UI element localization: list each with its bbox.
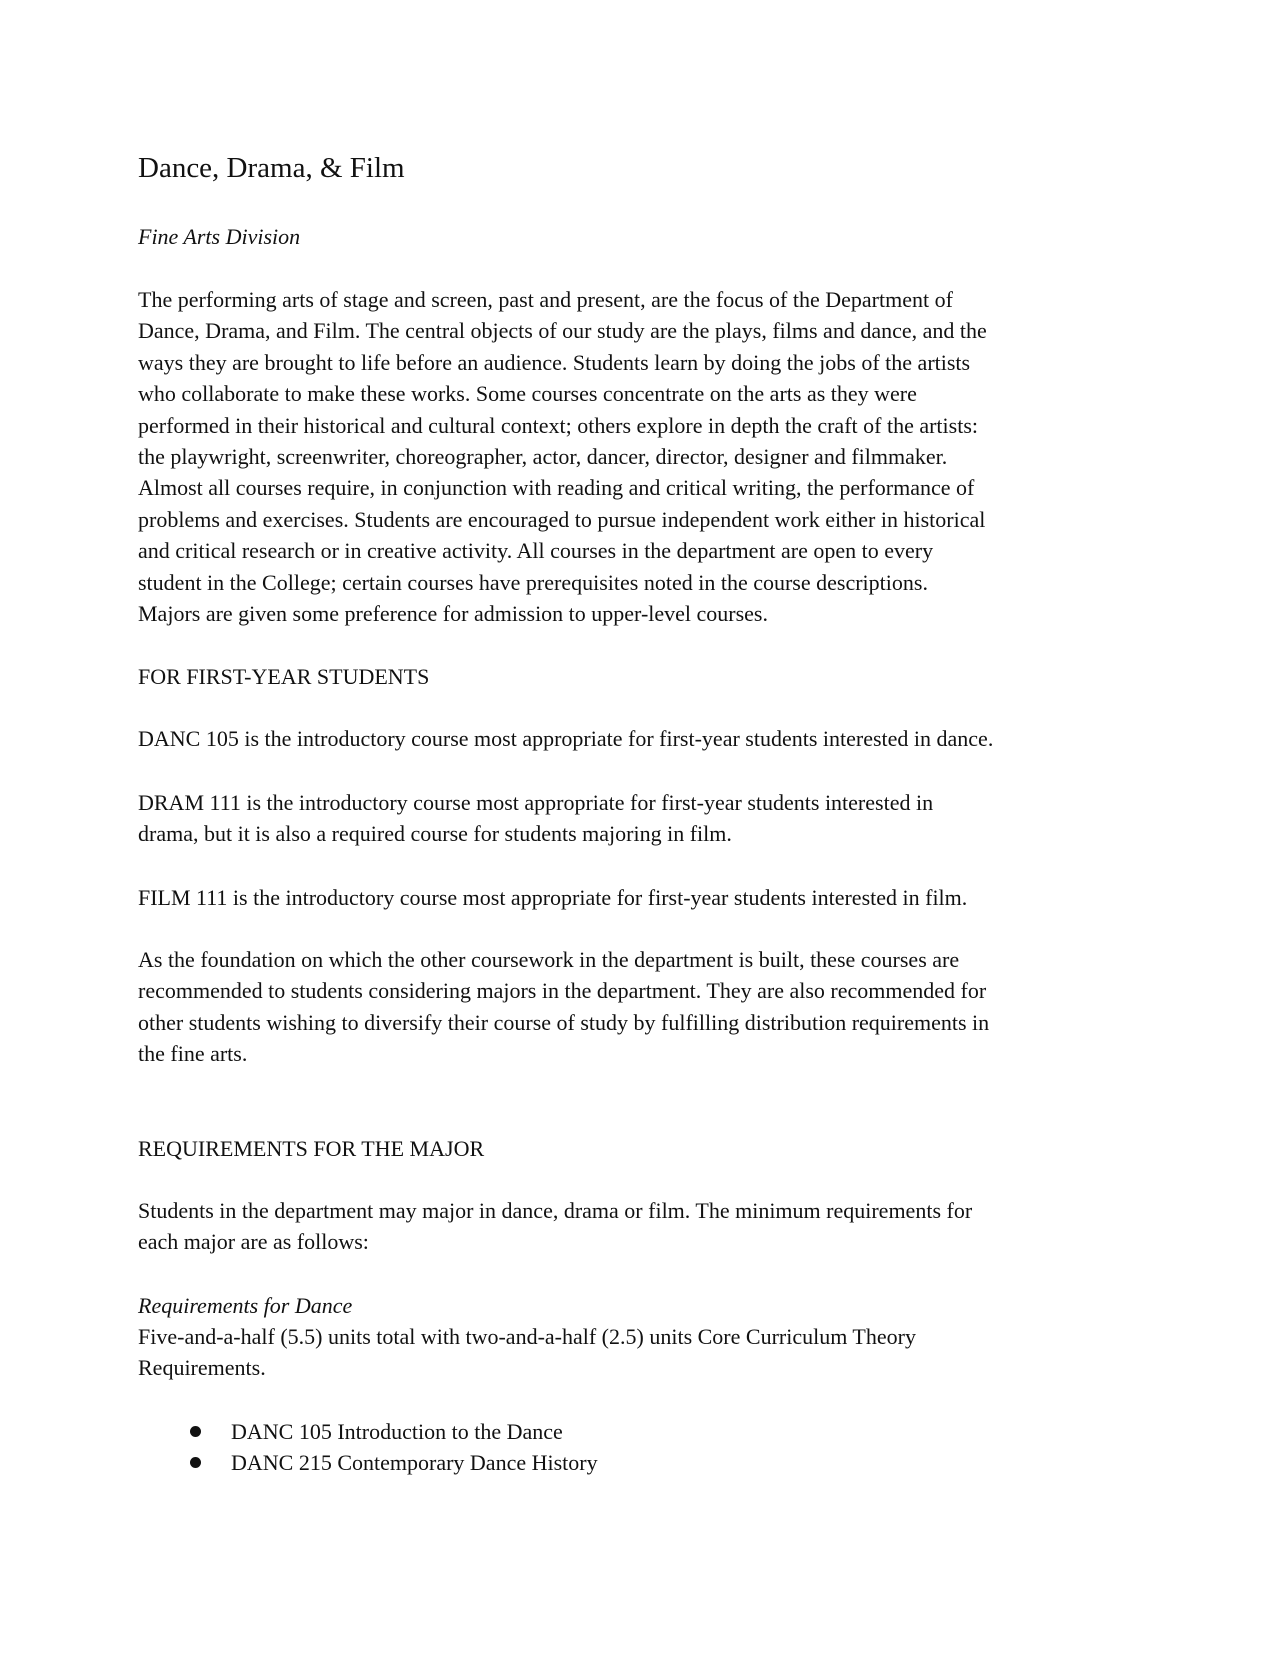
text-line: the playwright, screenwriter, choreographer, actor, dancer, director, designer and filmmaker. [138, 444, 948, 470]
page-title: Dance, Drama, & Film [138, 152, 405, 184]
course-name: DANC 215 Contemporary Dance History [231, 1450, 598, 1475]
danc-paragraph: DANC 105 is the introductory course most appropriate for first-year students interested in dance. [138, 726, 994, 751]
list-item [190, 1447, 598, 1478]
text-line: and critical research or in creative activity. All courses in the department are open to every [138, 538, 934, 564]
text-line: each major are as follows: [138, 1229, 369, 1255]
text-line: DRAM 111 is the introductory course most appropriate for first-year students interested in [138, 790, 934, 815]
bullet-icon [190, 1426, 201, 1437]
text-line: other students wishing to diversify their course of study by fulfilling distribution requirements in [138, 1009, 990, 1035]
text-line: The performing arts of stage and screen, past and present, are the focus of the Department of [138, 287, 953, 312]
intro-paragraph [138, 284, 987, 629]
text-line: Majors are given some preference for admission to upper-level courses. [138, 601, 768, 627]
bullet-icon [190, 1457, 201, 1468]
text-line: Almost all courses require, in conjunction with reading and critical writing, the performance of [138, 475, 975, 501]
text-line: problems and exercises. Students are encouraged to pursue independent work either in historical [138, 506, 986, 532]
dance-requirements-heading: Requirements for Dance [138, 1293, 353, 1318]
requirements-intro [138, 1195, 972, 1258]
division-subtitle: Fine Arts Division [138, 224, 301, 249]
list-item [190, 1416, 563, 1447]
text-line: Five-and-a-half (5.5) units total with two-and-a-half (2.5) units Core Curriculum Theory [138, 1324, 916, 1349]
text-line: the fine arts. [138, 1041, 248, 1067]
text-line: Students in the department may major in dance, drama or film. The minimum requirements for [138, 1198, 973, 1223]
text-line: performed in their historical and cultural context; others explore in depth the craft of the artists: [138, 412, 978, 438]
text-line: Requirements. [138, 1355, 266, 1381]
text-line: student in the College; certain courses have prerequisites noted in the course descriptions. [138, 569, 928, 595]
section-heading-first-year: FOR FIRST-YEAR STUDENTS [138, 664, 430, 689]
text-line: who collaborate to make these works. Some courses concentrate on the arts as they were [138, 381, 917, 407]
text-line: recommended to students considering majors in the department. They are also recommended for [138, 978, 987, 1004]
foundation-paragraph [138, 944, 989, 1070]
dance-requirements-text [138, 1321, 916, 1384]
section-heading-requirements: REQUIREMENTS FOR THE MAJOR [138, 1136, 485, 1161]
text-line: As the foundation on which the other coursework in the department is built, these courses are [138, 947, 960, 972]
film-paragraph: FILM 111 is the introductory course most appropriate for first-year students interested in film. [138, 885, 968, 910]
text-line: ways they are brought to life before an audience. Students learn by doing the jobs of the artists [138, 349, 971, 375]
dram-paragraph [138, 787, 933, 850]
course-name: DANC 105 Introduction to the Dance [231, 1419, 563, 1444]
text-line: drama, but it is also a required course for students majoring in film. [138, 821, 732, 847]
text-line: Dance, Drama, and Film. The central objects of our study are the plays, films and dance, and the [138, 318, 987, 344]
